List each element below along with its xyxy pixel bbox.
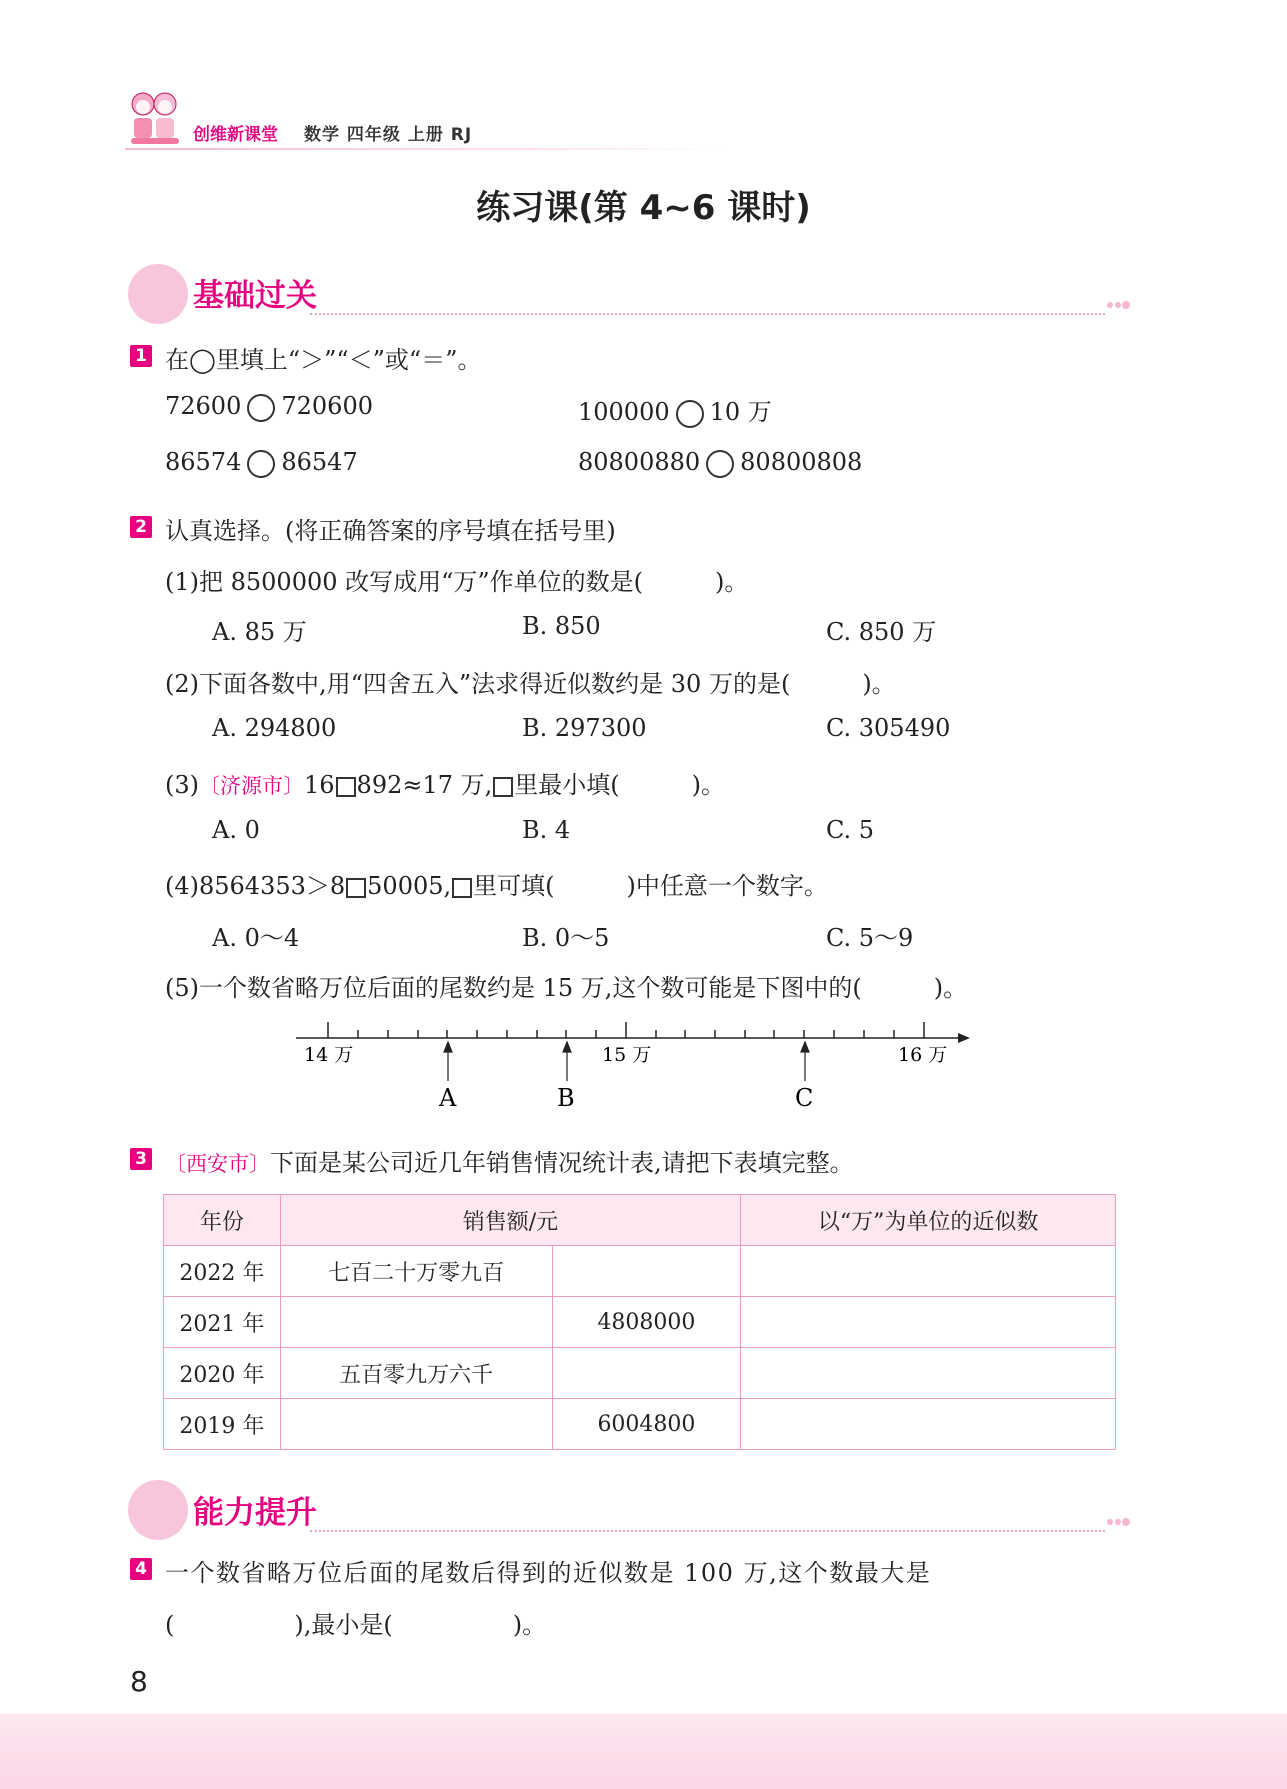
q2-stem-5: (5)一个数省略万位后面的尾数约是 15 万,这个数可能是下图中的( )。 <box>165 974 968 1002</box>
choice-b: B. 850 <box>522 612 601 640</box>
table-row <box>164 1297 1116 1348</box>
owl-mascot-icon <box>128 264 188 324</box>
number-line <box>290 1016 970 1116</box>
section-divider <box>310 313 1105 315</box>
answer-cell[interactable] <box>741 1348 1116 1399</box>
answer-cell[interactable] <box>741 1297 1116 1348</box>
answer-cell[interactable] <box>741 1399 1116 1450</box>
q2-stem-2: (2)下面各数中,用“四舍五入”法求得近似数约是 30 万的是( )。 <box>165 670 896 698</box>
column-header: 年份 <box>164 1195 281 1246</box>
blank-box <box>493 777 513 797</box>
choice-c: C. 5～9 <box>826 924 914 952</box>
column-header: 以“万”为单位的近似数 <box>741 1195 1116 1246</box>
blank-box <box>452 878 472 898</box>
brand-name: 创维新课堂 <box>193 125 278 145</box>
compare-item: 86574 86547 <box>165 448 358 476</box>
answer-cell[interactable] <box>741 1246 1116 1297</box>
point-label-b: B <box>557 1084 575 1112</box>
monkey-mascot-icon <box>128 1480 188 1540</box>
kids-logo-icon <box>125 88 185 154</box>
point-label-a: A <box>439 1084 457 1112</box>
year-cell: 2020 年 <box>164 1348 281 1399</box>
choice-a: A. 294800 <box>212 714 337 742</box>
q3-prompt: 〔西安市〕下面是某公司近几年销售情况统计表,请把下表填完整。 <box>165 1149 854 1177</box>
question-number: 4 <box>130 1558 152 1580</box>
tick-label: 14 万 <box>304 1044 354 1066</box>
choice-c: C. 305490 <box>826 714 951 742</box>
page-title: 练习课(第 4~6 课时) <box>476 188 811 228</box>
choice-b: B. 4 <box>522 816 571 844</box>
compare-item: 80800880 80800808 <box>578 448 863 476</box>
sales-table <box>163 1194 1116 1450</box>
decorative-dots-icon <box>1106 300 1132 310</box>
compare-item: 72600 720600 <box>165 392 373 420</box>
book-info: 数学 四年级 上册 RJ <box>304 125 473 145</box>
section-divider <box>310 1530 1105 1532</box>
table-row <box>164 1246 1116 1297</box>
words-cell: 七百二十万零九百 <box>280 1246 552 1297</box>
column-header: 销售额/元 <box>280 1195 741 1246</box>
digits-cell: 4808000 <box>552 1297 741 1348</box>
q2-prompt: 认真选择。(将正确答案的序号填在括号里) <box>165 517 616 545</box>
choice-b: B. 297300 <box>522 714 647 742</box>
year-cell: 2022 年 <box>164 1246 281 1297</box>
year-cell: 2021 年 <box>164 1297 281 1348</box>
header-divider <box>125 148 725 150</box>
tick-label: 16 万 <box>898 1044 948 1066</box>
question-number: 2 <box>130 516 152 538</box>
choice-a: A. 85 万 <box>212 618 307 646</box>
footer-band <box>0 1714 1287 1789</box>
table-row <box>164 1399 1116 1450</box>
q4-line2: ( ),最小是( )。 <box>165 1611 547 1639</box>
q2-stem-3: (3)〔济源市〕16 892≈17 万, 里最小填( )。 <box>165 771 725 799</box>
tick-label: 15 万 <box>602 1044 652 1066</box>
page-number: 8 <box>130 1665 148 1698</box>
q2-stem-1: (1)把 8500000 改写成用“万”作单位的数是( )。 <box>165 568 749 596</box>
choice-a: A. 0～4 <box>212 924 300 952</box>
choice-b: B. 0～5 <box>522 924 610 952</box>
answer-circle[interactable] <box>706 450 734 478</box>
words-cell: 五百零九万六千 <box>280 1348 552 1399</box>
q2-stem-4: (4)8564353＞8 50005, 里可填( )中任意一个数字。 <box>165 872 828 900</box>
section-title-advanced: 能力提升 <box>193 1495 317 1531</box>
digits-cell[interactable] <box>552 1348 741 1399</box>
blank-box <box>346 878 366 898</box>
digits-cell[interactable] <box>552 1246 741 1297</box>
blank-box <box>336 777 356 797</box>
table-row <box>164 1348 1116 1399</box>
words-cell[interactable] <box>280 1297 552 1348</box>
table-header-row <box>164 1195 1116 1246</box>
question-number: 3 <box>130 1148 152 1170</box>
compare-item: 100000 10 万 <box>578 398 772 426</box>
section-title-basic: 基础过关 <box>193 278 317 314</box>
region-tag: 〔济源市〕 <box>199 774 304 798</box>
words-cell[interactable] <box>280 1399 552 1450</box>
year-cell: 2019 年 <box>164 1399 281 1450</box>
choice-c: C. 850 万 <box>826 618 937 646</box>
point-label-c: C <box>795 1084 814 1112</box>
choice-a: A. 0 <box>212 816 260 844</box>
q4-line1: 一个数省略万位后面的尾数后得到的近似数是 100 万,这个数最大是 <box>165 1559 932 1587</box>
region-tag: 〔西安市〕 <box>165 1152 270 1176</box>
q1-prompt: 在◯里填上“＞”“＜”或“＝”。 <box>165 346 482 374</box>
answer-circle[interactable] <box>247 450 275 478</box>
answer-circle[interactable] <box>676 400 704 428</box>
digits-cell: 6004800 <box>552 1399 741 1450</box>
choice-c: C. 5 <box>826 816 875 844</box>
question-number: 1 <box>130 345 152 367</box>
answer-circle[interactable] <box>247 394 275 422</box>
decorative-dots-icon <box>1106 1517 1132 1527</box>
